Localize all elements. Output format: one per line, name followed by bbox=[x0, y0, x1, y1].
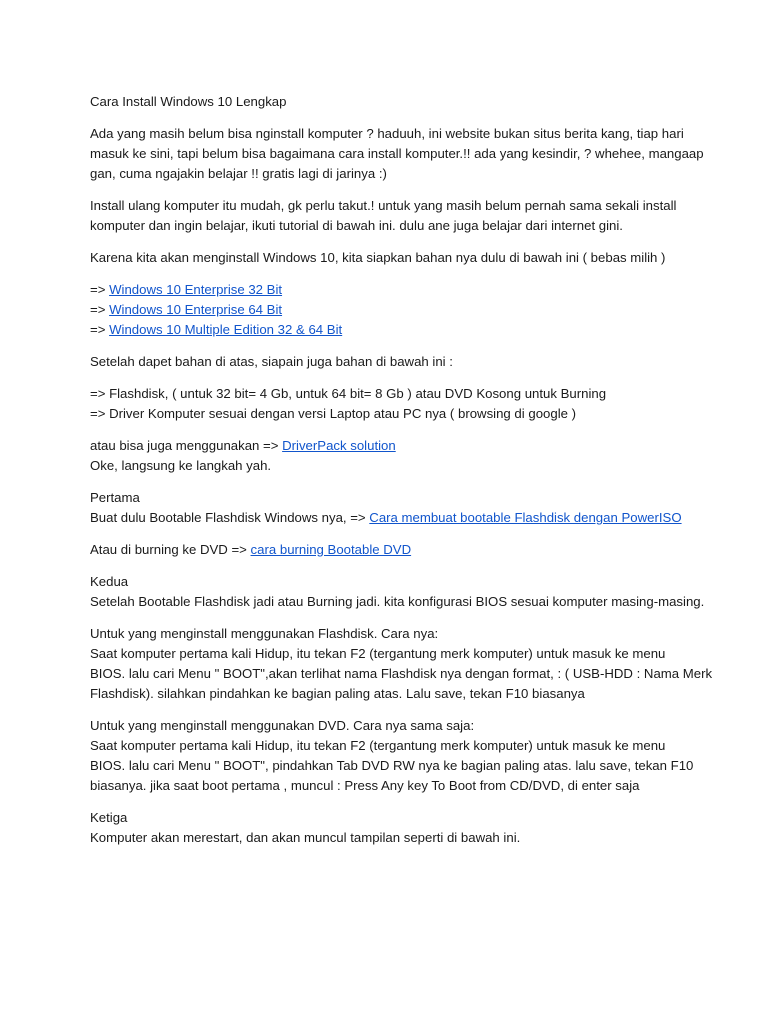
download-item: => Windows 10 Enterprise 32 Bit bbox=[90, 282, 283, 297]
intro-line: masuk ke sini, tapi belum bisa bagaimana cara install komputer.!! ada yang kesindir, ? whehee, mangaap bbox=[90, 146, 704, 161]
step-2-paragraph: Kedua Setelah Bootable Flashdisk jadi atau Burning jadi. kita konfigurasi BIOS sesuai komputer masing-masing. bbox=[90, 574, 705, 609]
burning-paragraph: Atau di burning ke DVD => cara burning Bootable DVD bbox=[90, 542, 412, 557]
driverpack-paragraph: atau bisa juga menggunakan => DriverPack solution Oke, langsung ke langkah yah. bbox=[90, 438, 396, 473]
dvd-line: biasanya. jika saat boot pertama , muncul : Press Any key To Boot from CD/DVD, di enter saja bbox=[90, 778, 640, 793]
step-3-heading: Ketiga bbox=[90, 810, 128, 825]
download-link-enterprise-32[interactable]: Windows 10 Enterprise 32 Bit bbox=[109, 282, 283, 297]
step-2-heading: Kedua bbox=[90, 574, 129, 589]
burning-dvd-link[interactable]: cara burning Bootable DVD bbox=[250, 542, 412, 557]
intro-line: Ada yang masih belum bisa nginstall komputer ? haduuh, ini website bukan situs berita kang, tiap hari bbox=[90, 126, 684, 141]
install-line: komputer dan ingin belajar, ikuti tutorial di bawah ini. dulu ane juga belajar dari internet gini. bbox=[90, 218, 623, 233]
flashdisk-paragraph bbox=[90, 624, 713, 704]
step-1-paragraph: Pertama Buat dulu Bootable Flashdisk Windows nya, => Cara membuat bootable Flashdisk dengan PowerISO bbox=[90, 488, 690, 528]
download-item: => Windows 10 Enterprise 64 Bit bbox=[90, 302, 283, 317]
step-1-heading: Pertama bbox=[90, 490, 140, 505]
prepare-paragraph: Karena kita akan menginstall Windows 10, kita siapkan bahan nya dulu di bawah ini ( bebas milih ) bbox=[90, 250, 666, 265]
flashdisk-line: Untuk yang menginstall menggunakan Flashdisk. Cara nya: bbox=[90, 626, 439, 641]
intro-line: gan, cuma ngajakin belajar !! gratis lagi di jarinya :) bbox=[90, 166, 387, 181]
download-link-enterprise-64[interactable]: Windows 10 Enterprise 64 Bit bbox=[109, 302, 283, 317]
document-page bbox=[90, 92, 713, 860]
install-paragraph bbox=[90, 196, 690, 236]
download-item: => Windows 10 Multiple Edition 32 & 64 Bit bbox=[90, 322, 343, 337]
download-link-multiple-edition[interactable]: Windows 10 Multiple Edition 32 & 64 Bit bbox=[109, 322, 343, 337]
driverpack-link[interactable]: DriverPack solution bbox=[282, 438, 396, 453]
flashdisk-line: Flashdisk). silahkan pindahkan ke bagian paling atas. Lalu save, tekan F10 biasanya bbox=[90, 686, 585, 701]
step-3-paragraph: Ketiga Komputer akan merestart, dan akan muncul tampilan seperti di bawah ini. bbox=[90, 808, 690, 848]
material-item: => Driver Komputer sesuai dengan versi Laptop atau PC nya ( browsing di google ) bbox=[90, 406, 577, 421]
flashdisk-line: Saat komputer pertama kali Hidup, itu tekan F2 (tergantung merk komputer) untuk masuk ke menu bbox=[90, 646, 666, 661]
material-item: => Flashdisk, ( untuk 32 bit= 4 Gb, untuk 64 bit= 8 Gb ) atau DVD Kosong untuk Burning bbox=[90, 386, 607, 401]
document-title: Cara Install Windows 10 Lengkap bbox=[90, 94, 287, 109]
intro-paragraph bbox=[90, 124, 704, 184]
bootable-flashdisk-link[interactable]: Cara membuat bootable Flashdisk dengan PowerISO bbox=[369, 510, 682, 525]
install-line: Install ulang komputer itu mudah, gk perlu takut.! untuk yang masih belum pernah sama sekali install bbox=[90, 198, 677, 213]
dvd-line: Saat komputer pertama kali Hidup, itu tekan F2 (tergantung merk komputer) untuk masuk ke menu bbox=[90, 738, 666, 753]
download-list bbox=[90, 280, 690, 340]
dvd-line: Untuk yang menginstall menggunakan DVD. Cara nya sama saja: bbox=[90, 718, 475, 733]
dvd-line: BIOS. lalu cari Menu " BOOT", pindahkan Tab DVD RW nya ke bagian paling atas. lalu save, tekan F10 bbox=[90, 758, 694, 773]
dvd-paragraph bbox=[90, 716, 694, 796]
after-paragraph: Setelah dapet bahan di atas, siapain juga bahan di bawah ini : bbox=[90, 354, 453, 369]
materials-list bbox=[90, 384, 690, 424]
flashdisk-line: BIOS. lalu cari Menu " BOOT",akan terlihat nama Flashdisk nya dengan format, : ( USB-HDD : Nama Merk bbox=[90, 666, 713, 681]
